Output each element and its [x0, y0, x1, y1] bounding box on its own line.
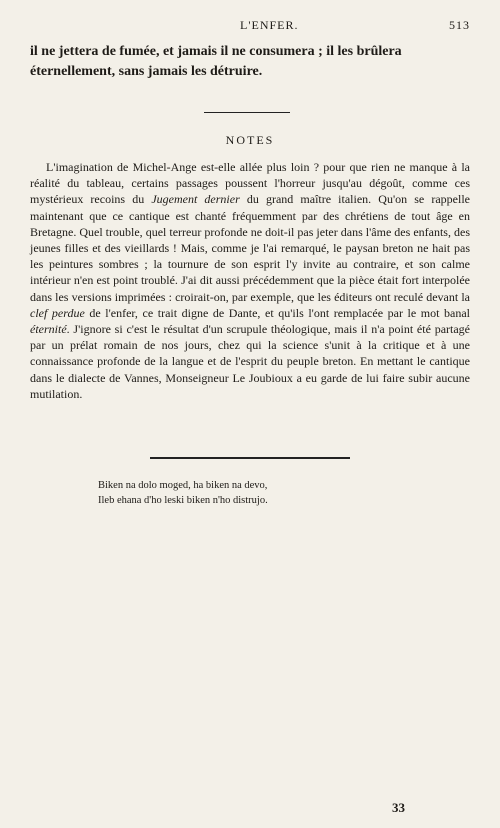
footnote-divider — [150, 457, 350, 459]
page-number: 513 — [449, 18, 470, 32]
notes-heading: NOTES — [225, 133, 275, 147]
signature-mark: 33 — [392, 800, 405, 815]
breton-couplet — [98, 478, 438, 508]
notes-italic: Jugement dernier — [151, 192, 240, 207]
notes-body — [30, 159, 470, 402]
notes-text: L'imagination de Michel-Ange est-elle allée plus loin ? pour que rien ne manque à la réalité du tableau, certains passages poussent l'horreur jusqu'au dégoût, comme ces mystérieux recoins du — [30, 160, 470, 207]
notes-italic: clef perdue — [30, 305, 85, 320]
poem-closing-lines: il ne jettera de fumée, et jamais il ne consumera ; il les brûlera éternellement, sans jamais les détruire. — [30, 44, 402, 79]
notes-paragraph — [30, 159, 470, 402]
couplet-line: Ileb ehana d'ho leski biken n'ho distrujo. — [98, 495, 268, 506]
section-divider — [204, 112, 290, 113]
notes-text: de l'enfer, ce trait digne de Dante, et qu'ils l'ont remplacée par le mot banal — [84, 305, 470, 320]
running-head — [60, 18, 470, 32]
notes-text: du grand maître italien. Qu'on se rappelle maintenant que ce cantique est chanté fréquemment par des chrétiens de tout âge en Bretagne. Quel trouble, quel terreur profonde ne doit-il pas jeter dans l'âme des enfants, des jeunes filles et des vieillards ! Mais, comme je l'ai remarqué, le paysan breton ne hait pas les peintures sombres ; la tournure de son esprit l'y invite au contraire, et son calme intérieur n'en est point troublé. J'ai dit aussi précédemment que la pièce était fort interpolée dans les versions imprimées : croirait-on, par exemple, que les éditeurs ont reculé devant la — [30, 192, 470, 304]
running-title: L'ENFER. — [240, 18, 299, 32]
couplet-line: Biken na dolo moged, ha biken na devo, — [98, 480, 268, 491]
notes-text: . J'ignore si c'est le résultat d'un scrupule théologique, mais il n'a point été partagé par un prélat romain de nos jours, chez qui la science s'unit à la critique et à une connaissance profonde de la langue et de l'esprit du peuple breton. En mettant le cantique dans le dialecte de Vannes, Monseigneur Le Joubioux a eu garde de lui faire subir aucune mutilation. — [30, 322, 470, 401]
notes-italic: éternité — [30, 322, 67, 337]
